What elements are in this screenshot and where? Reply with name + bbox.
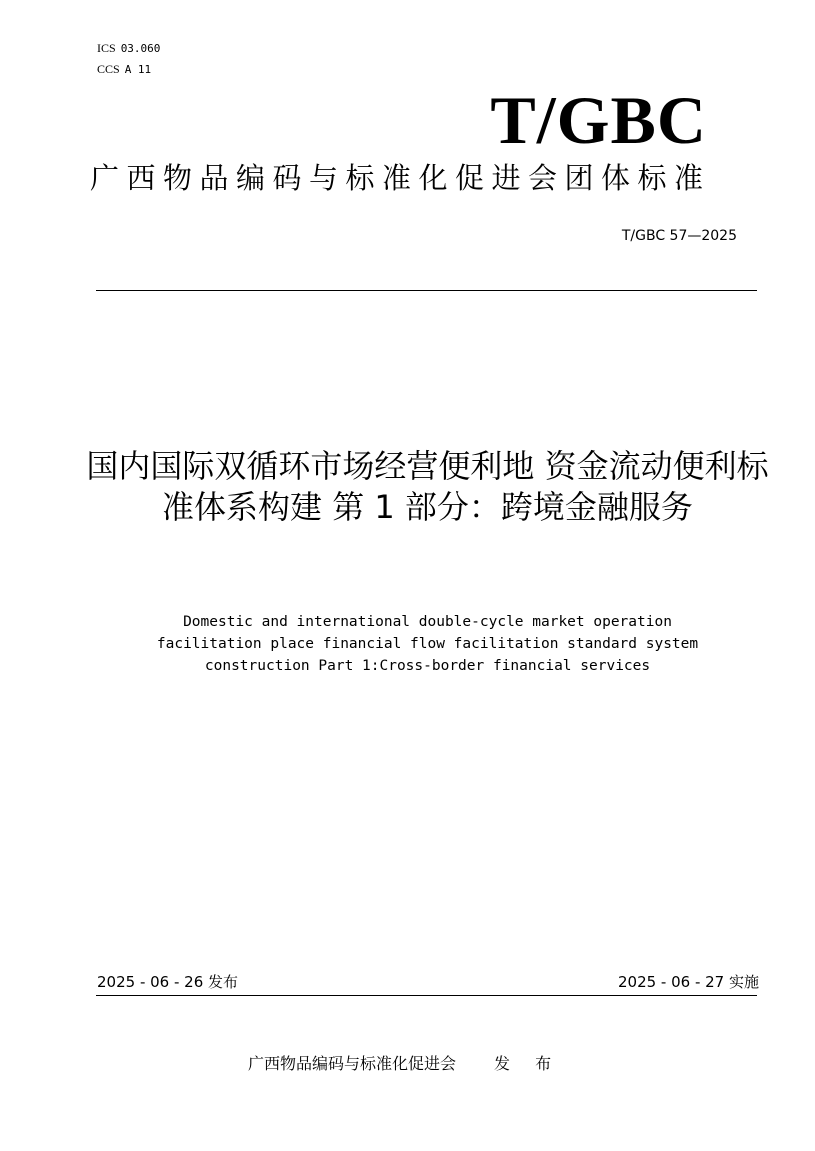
issue-date: 2025 - 06 - 26 发布	[97, 973, 239, 991]
publisher-line	[248, 1053, 561, 1075]
publisher-name: 广西物品编码与标准化促进会	[248, 1054, 457, 1073]
ics-label: ICS	[97, 41, 116, 55]
top-divider	[96, 290, 757, 291]
document-title-en: Domestic and international double-cycle market operation facilitation place financial flow facilitation standard system construction Part 1:Cross-border financial services	[156, 614, 699, 674]
ics-line	[97, 38, 160, 59]
ics-value: 03.060	[120, 42, 161, 55]
bottom-divider	[96, 995, 757, 996]
publish-action: 发 布	[494, 1054, 562, 1073]
brand-logo: T/GBC	[490, 82, 707, 158]
ccs-label: CCS	[97, 62, 120, 76]
standard-number: T/GBC 57—2025	[621, 228, 737, 244]
implementation-date: 2025 - 06 - 27 实施	[617, 973, 759, 991]
classification-codes	[97, 38, 160, 80]
org-standard-title: 广西物品编码与标准化促进会团体标准	[90, 161, 711, 195]
ccs-value: A 11	[124, 63, 152, 76]
document-title-zh: 国内国际双循环市场经营便利地 资金流动便利标准体系构建 第 1 部分：跨境金融服务	[86, 447, 769, 526]
ccs-line	[97, 59, 160, 80]
